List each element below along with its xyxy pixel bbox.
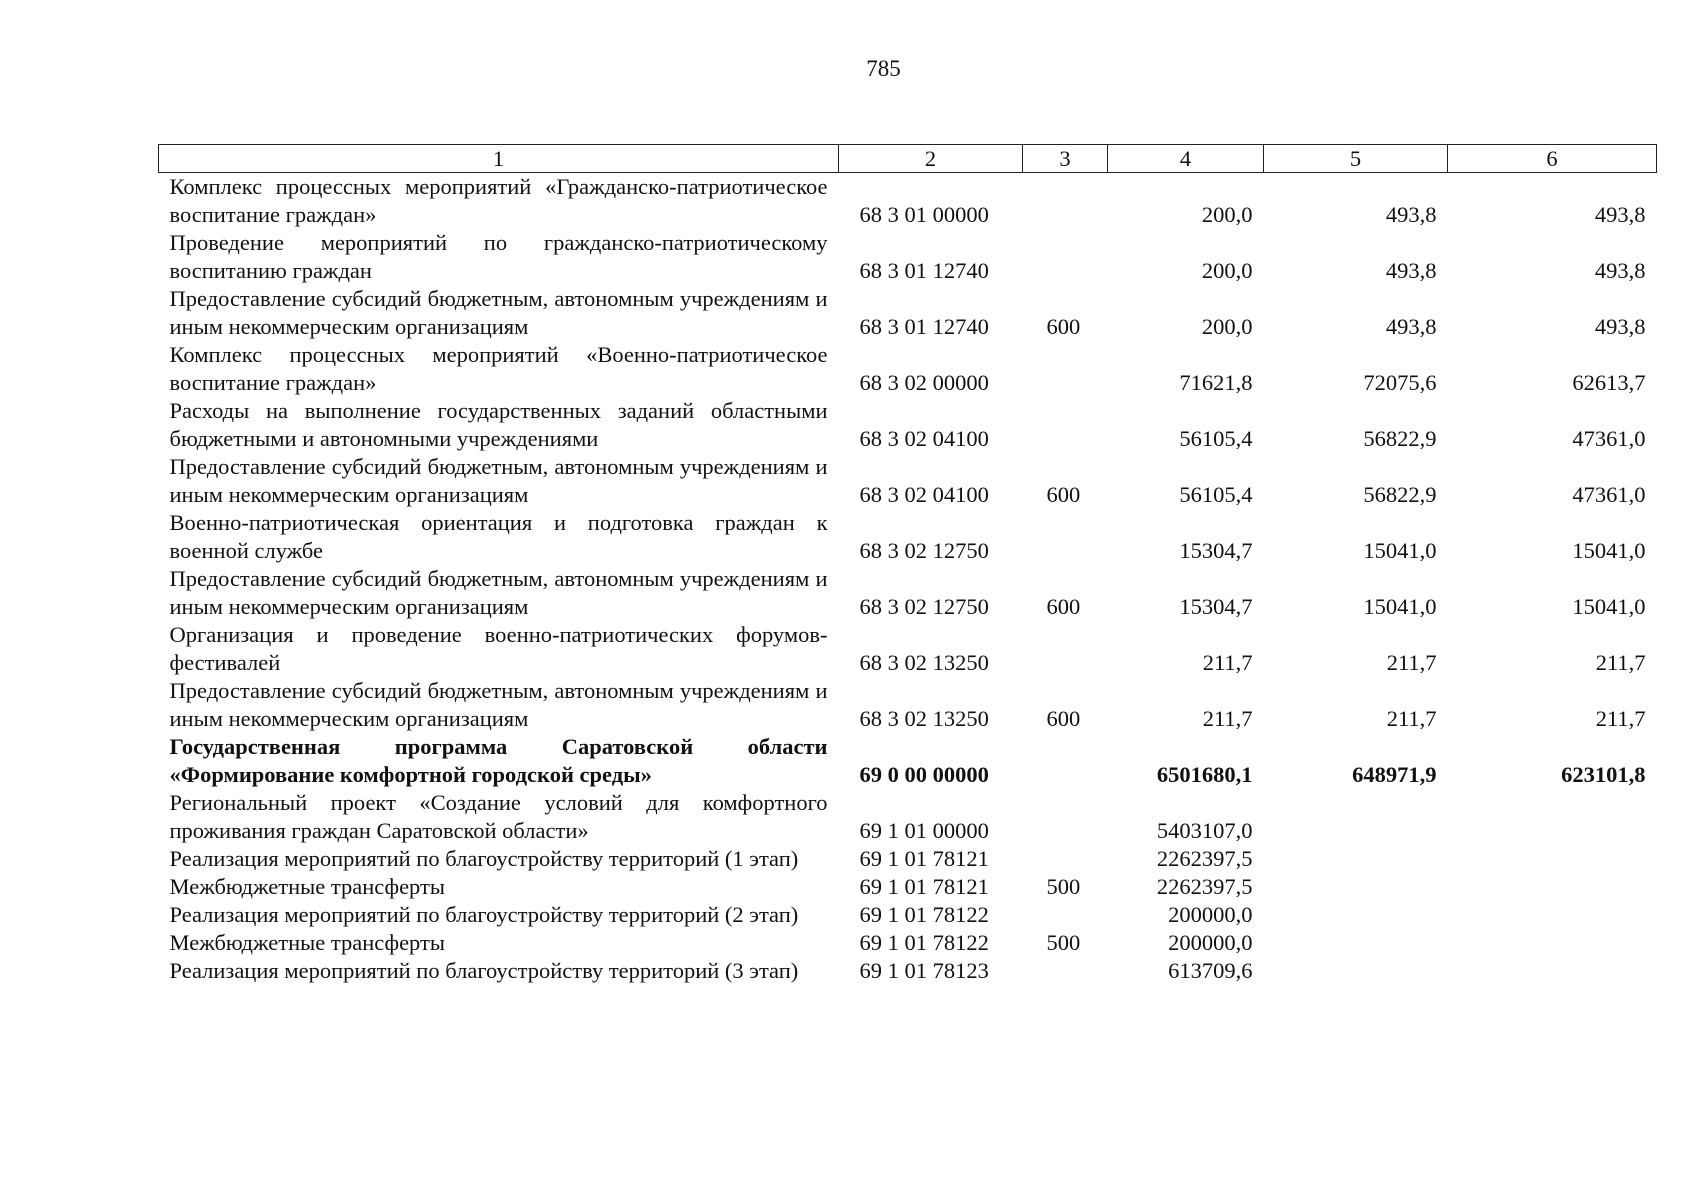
row-value-col5 xyxy=(1264,789,1448,845)
row-value-col4: 56105,4 xyxy=(1179,426,1253,451)
row-value-col6: 493,8 xyxy=(1594,314,1646,339)
row-name: Комплекс процессных мероприятий «Военно-патриотическое воспитание граждан» xyxy=(169,342,828,395)
row-code: 68 3 02 04100 xyxy=(859,426,989,451)
row-value-col4: 2262397,5 xyxy=(1156,846,1253,871)
header-col-5: 5 xyxy=(1264,145,1448,173)
table-row xyxy=(159,509,1657,565)
row-expense-type: 600 xyxy=(1046,594,1081,619)
row-expense-type xyxy=(1023,397,1108,453)
row-expense-type: 500 xyxy=(1046,874,1081,899)
row-expense-type xyxy=(1023,845,1108,873)
row-value-col4: 56105,4 xyxy=(1179,482,1253,507)
row-expense-type xyxy=(1023,229,1108,285)
row-code: 69 1 01 78122 xyxy=(859,902,989,927)
row-code: 69 0 00 00000 xyxy=(859,762,989,787)
row-code: 69 1 01 78121 xyxy=(859,846,989,871)
row-name: Проведение мероприятий по гражданско-патриотическому воспитанию граждан xyxy=(169,230,828,283)
row-code: 68 3 02 13250 xyxy=(859,650,989,675)
row-code: 69 1 01 00000 xyxy=(859,818,989,843)
row-value-col4: 6501680,1 xyxy=(1156,762,1253,787)
row-code: 68 3 01 12740 xyxy=(859,258,989,283)
row-value-col6: 623101,8 xyxy=(1561,762,1646,787)
row-code: 68 3 02 12750 xyxy=(859,538,989,563)
row-name: Межбюджетные трансферты xyxy=(169,930,445,955)
row-value-col4: 15304,7 xyxy=(1179,594,1253,619)
header-col-6: 6 xyxy=(1448,145,1657,173)
row-value-col5: 211,7 xyxy=(1386,650,1437,675)
row-value-col6: 15041,0 xyxy=(1572,538,1646,563)
row-expense-type xyxy=(1023,621,1108,677)
row-value-col5 xyxy=(1264,929,1448,957)
row-value-col5: 72075,6 xyxy=(1363,370,1437,395)
row-value-col5: 15041,0 xyxy=(1363,594,1437,619)
row-value-col6 xyxy=(1448,929,1657,957)
row-name: Государственная программа Саратовской области «Формирование комфортной городской среды» xyxy=(169,734,828,787)
table-row xyxy=(159,229,1657,285)
row-value-col6: 47361,0 xyxy=(1572,482,1646,507)
header-col-3: 3 xyxy=(1023,145,1108,173)
row-expense-type xyxy=(1023,341,1108,397)
row-value-col4: 200000,0 xyxy=(1168,902,1253,927)
row-code: 68 3 01 00000 xyxy=(859,202,989,227)
table-row xyxy=(159,845,1657,873)
row-value-col5 xyxy=(1264,873,1448,901)
table-row xyxy=(159,173,1657,230)
row-code: 69 1 01 78121 xyxy=(859,874,989,899)
row-expense-type: 500 xyxy=(1046,930,1081,955)
row-value-col4: 71621,8 xyxy=(1179,370,1253,395)
row-code: 68 3 02 13250 xyxy=(859,706,989,731)
header-col-4: 4 xyxy=(1108,145,1264,173)
row-value-col4: 200000,0 xyxy=(1168,930,1253,955)
row-value-col5: 56822,9 xyxy=(1363,426,1437,451)
row-value-col6 xyxy=(1448,845,1657,873)
table-row xyxy=(159,565,1657,621)
row-name: Организация и проведение военно-патриотических форумов-фестивалей xyxy=(169,622,828,675)
table-row xyxy=(159,901,1657,929)
row-expense-type xyxy=(1023,509,1108,565)
page-number: 785 xyxy=(866,56,901,81)
table-row xyxy=(159,621,1657,677)
row-value-col6: 493,8 xyxy=(1594,202,1646,227)
row-value-col5: 493,8 xyxy=(1385,202,1437,227)
row-name: Предоставление субсидий бюджетным, автономным учреждениям и иным некоммерческим организациям xyxy=(169,454,828,507)
row-name: Предоставление субсидий бюджетным, автономным учреждениям и иным некоммерческим организациям xyxy=(169,286,828,339)
table-row xyxy=(159,733,1657,789)
row-value-col6 xyxy=(1448,957,1657,985)
row-value-col6: 62613,7 xyxy=(1572,370,1646,395)
row-value-col5 xyxy=(1264,901,1448,929)
row-value-col5: 648971,9 xyxy=(1352,762,1437,787)
row-name: Реализация мероприятий по благоустройству территорий (2 этап) xyxy=(169,902,799,927)
row-name: Региональный проект «Создание условий для комфортного проживания граждан Саратовской области» xyxy=(169,790,828,843)
row-code: 69 1 01 78122 xyxy=(859,930,989,955)
table-row xyxy=(159,397,1657,453)
row-code: 68 3 02 12750 xyxy=(859,594,989,619)
row-value-col6: 211,7 xyxy=(1595,706,1646,731)
row-value-col4: 211,7 xyxy=(1202,706,1253,731)
header-col-1: 1 xyxy=(159,145,839,173)
row-expense-type xyxy=(1023,173,1108,230)
row-name: Реализация мероприятий по благоустройству территорий (3 этап) xyxy=(169,958,799,983)
row-name: Предоставление субсидий бюджетным, автономным учреждениям и иным некоммерческим организациям xyxy=(169,566,828,619)
row-value-col5: 493,8 xyxy=(1385,314,1437,339)
row-value-col6 xyxy=(1448,901,1657,929)
table-row xyxy=(159,929,1657,957)
header-col-2: 2 xyxy=(839,145,1023,173)
row-value-col5: 211,7 xyxy=(1386,706,1437,731)
row-code: 68 3 01 12740 xyxy=(859,314,989,339)
row-expense-type xyxy=(1023,901,1108,929)
row-value-col4: 15304,7 xyxy=(1179,538,1253,563)
row-code: 69 1 01 78123 xyxy=(859,958,989,983)
row-expense-type xyxy=(1023,957,1108,985)
row-value-col5: 56822,9 xyxy=(1363,482,1437,507)
row-value-col5 xyxy=(1264,957,1448,985)
row-code: 68 3 02 00000 xyxy=(859,370,989,395)
table-row xyxy=(159,789,1657,845)
row-code: 68 3 02 04100 xyxy=(859,482,989,507)
row-expense-type: 600 xyxy=(1046,314,1081,339)
row-value-col5 xyxy=(1264,845,1448,873)
header-row xyxy=(159,145,1657,173)
table-body xyxy=(159,173,1657,986)
row-value-col4: 613709,6 xyxy=(1168,958,1253,983)
row-value-col4: 211,7 xyxy=(1202,650,1253,675)
table-row xyxy=(159,957,1657,985)
row-value-col5: 15041,0 xyxy=(1363,538,1437,563)
row-value-col6: 493,8 xyxy=(1594,258,1646,283)
table-row xyxy=(159,341,1657,397)
row-expense-type xyxy=(1023,789,1108,845)
row-name: Комплекс процессных мероприятий «Гражданско-патриотическое воспитание граждан» xyxy=(169,174,828,227)
row-value-col4: 200,0 xyxy=(1201,202,1253,227)
row-name: Военно-патриотическая ориентация и подготовка граждан к военной службе xyxy=(169,510,828,563)
table-row xyxy=(159,453,1657,509)
row-value-col6: 211,7 xyxy=(1595,650,1646,675)
row-value-col4: 200,0 xyxy=(1201,258,1253,283)
table-row xyxy=(159,873,1657,901)
table-row xyxy=(159,677,1657,733)
row-expense-type: 600 xyxy=(1046,482,1081,507)
row-value-col4: 200,0 xyxy=(1201,314,1253,339)
row-value-col6 xyxy=(1448,789,1657,845)
row-value-col6: 15041,0 xyxy=(1572,594,1646,619)
row-name: Расходы на выполнение государственных заданий областными бюджетными и автономными учреждениями xyxy=(169,398,828,451)
row-name: Предоставление субсидий бюджетным, автономным учреждениям и иным некоммерческим организациям xyxy=(169,678,828,731)
row-value-col6: 47361,0 xyxy=(1572,426,1646,451)
row-expense-type: 600 xyxy=(1046,706,1081,731)
row-value-col4: 5403107,0 xyxy=(1156,818,1253,843)
budget-table xyxy=(158,144,1657,985)
row-value-col6 xyxy=(1448,873,1657,901)
table-row xyxy=(159,285,1657,341)
row-name: Реализация мероприятий по благоустройству территорий (1 этап) xyxy=(169,846,799,871)
row-value-col4: 2262397,5 xyxy=(1156,874,1253,899)
table-header xyxy=(159,145,1657,173)
row-name: Межбюджетные трансферты xyxy=(169,874,445,899)
row-value-col5: 493,8 xyxy=(1385,258,1437,283)
row-expense-type xyxy=(1023,733,1108,789)
